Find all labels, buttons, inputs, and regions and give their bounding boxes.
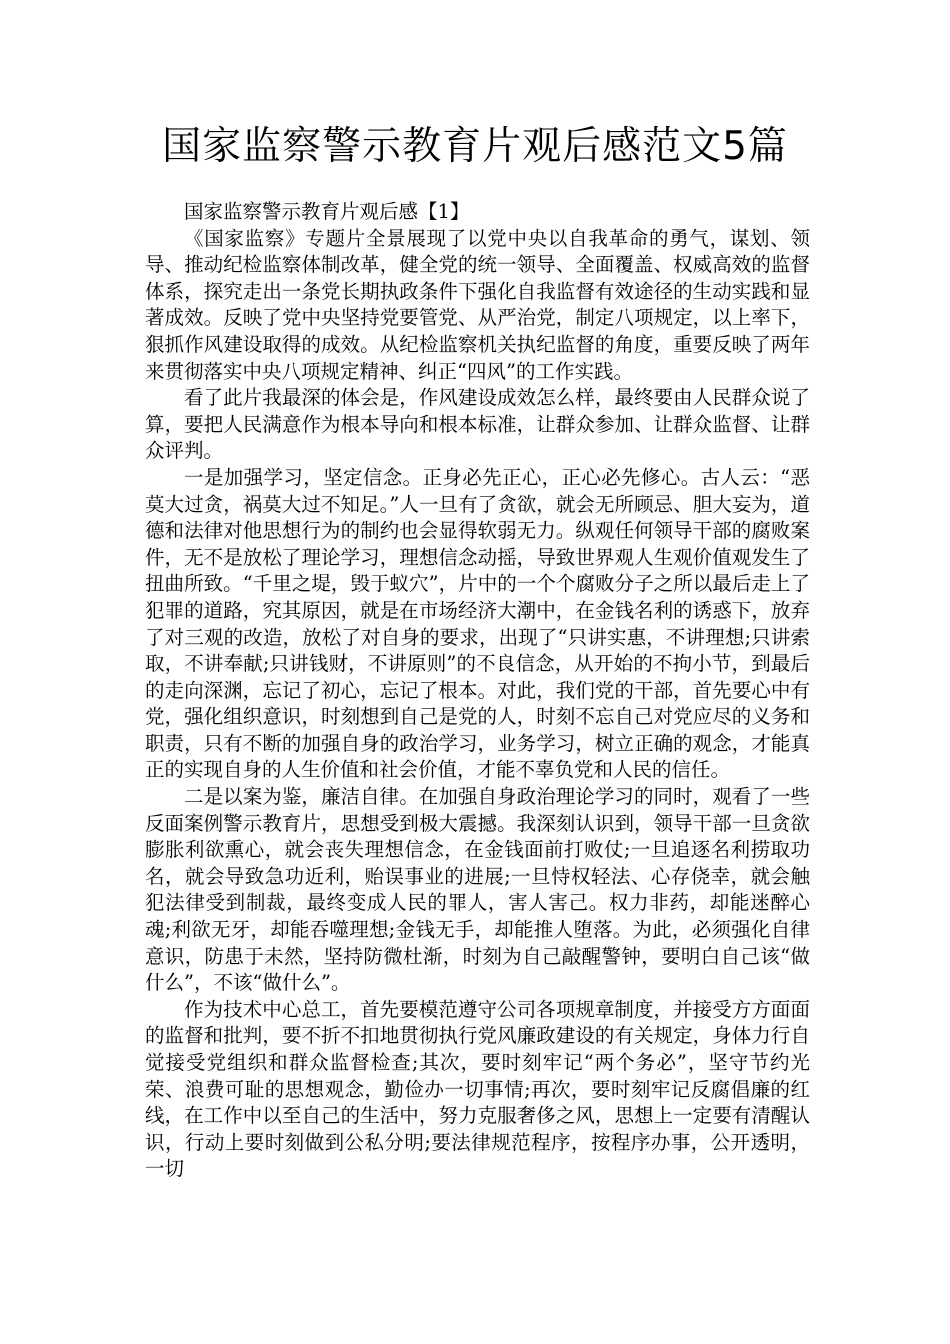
paragraph: 一是加强学习，坚定信念。正身必先正心，正心必先修心。古人云：“恶莫大过贪，祸莫大过不知足。”人一旦有了贪欲，就会无所顾忌、胆大妄为，道德和法律对他思想行为的制约也会显得软弱无力。纵观任何领导干部的腐败案件，无不是放松了理论学习，理想信念动摇，导致世界观人生观价值观发生了扭曲所致。“千里之堤，毁于蚁穴”，片中的一个个腐败分子之所以最后走上了犯罪的道路，究其原因，就是在市场经济大潮中，在金钱名利的诱惑下，放弃了对三观的改造，放松了对自身的要求，出现了“只讲实惠，不讲理想;只讲索取，不讲奉献;只讲钱财，不讲原则”的不良信念，从开始的不拘小节，到最后的走向深渊，忘记了初心，忘记了根本。对此，我们党的干部，首先要心中有党，强化组织意识，时刻想到自己是党的人，时刻不忘自己对党应尽的义务和职责，只有不断的加强自身的政治学习，业务学习，树立正确的观念，才能真正的实现自身的人生价值和社会价值，才能不辜负党和人民的信任。 bbox=[145, 465, 810, 782]
paragraph: 《国家监察》专题片全景展现了以党中央以自我革命的勇气，谋划、领导、推动纪检监察体制改革，健全党的统一领导、全面覆盖、权威高效的监督体系，探究走出一条党长期执政条件下强化自我监督有效途径的生动实践和显著成效。反映了党中央坚持党要管党、从严治党，制定八项规定，以上率下，狠抓作风建设取得的成效。从纪检监察机关执纪监督的角度，重要反映了两年来贯彻落实中央八项规定精神、纠正“四风”的工作实践。 bbox=[145, 226, 810, 383]
document-body bbox=[145, 199, 810, 1183]
paragraph: 二是以案为鉴，廉洁自律。在加强自身政治理论学习的同时，观看了一些反面案例警示教育片，思想受到极大震撼。我深刻认识到，领导干部一旦贪欲膨胀利欲熏心，就会丧失理想信念，在金钱面前打败仗;一旦追逐名利捞取功名，就会导致急功近利，贻误事业的进展;一旦恃权轻法、心存侥幸，就会触犯法律受到制裁，最终变成人民的罪人，害人害己。权力非药，却能迷醉心魂;利欲无牙，却能吞噬理想;金钱无手，却能推人堕落。为此，必须强化自律意识，防患于未然，坚持防微杜渐，时刻为自己敲醒警钟，要明白自己该“做什么”，不该“做什么”。 bbox=[145, 785, 810, 995]
page-title: 国家监察警示教育片观后感范文5篇 bbox=[162, 124, 788, 169]
section-heading: 国家监察警示教育片观后感【1】 bbox=[184, 200, 470, 223]
paragraph: 作为技术中心总工，首先要模范遵守公司各项规章制度，并接受方方面面的监督和批判，要不折不扣地贯彻执行党风廉政建设的有关规定，身体力行自觉接受党组织和群众监督检查;其次，要时刻牢记“两个务必”，坚守节约光荣、浪费可耻的思想观念，勤俭办一切事情;再次，要时刻牢记反腐倡廉的红线，在工作中以至自己的生活中，努力克服奢侈之风，思想上一定要有清醒认识，行动上要时刻做到公私分明;要法律规范程序，按程序办事，公开透明，一切 bbox=[145, 997, 810, 1181]
paragraph: 看了此片我最深的体会是，作风建设成效怎么样，最终要由人民群众说了算，要把人民满意作为根本导向和根本标准，让群众参加、让群众监督、让群众评判。 bbox=[145, 386, 810, 463]
